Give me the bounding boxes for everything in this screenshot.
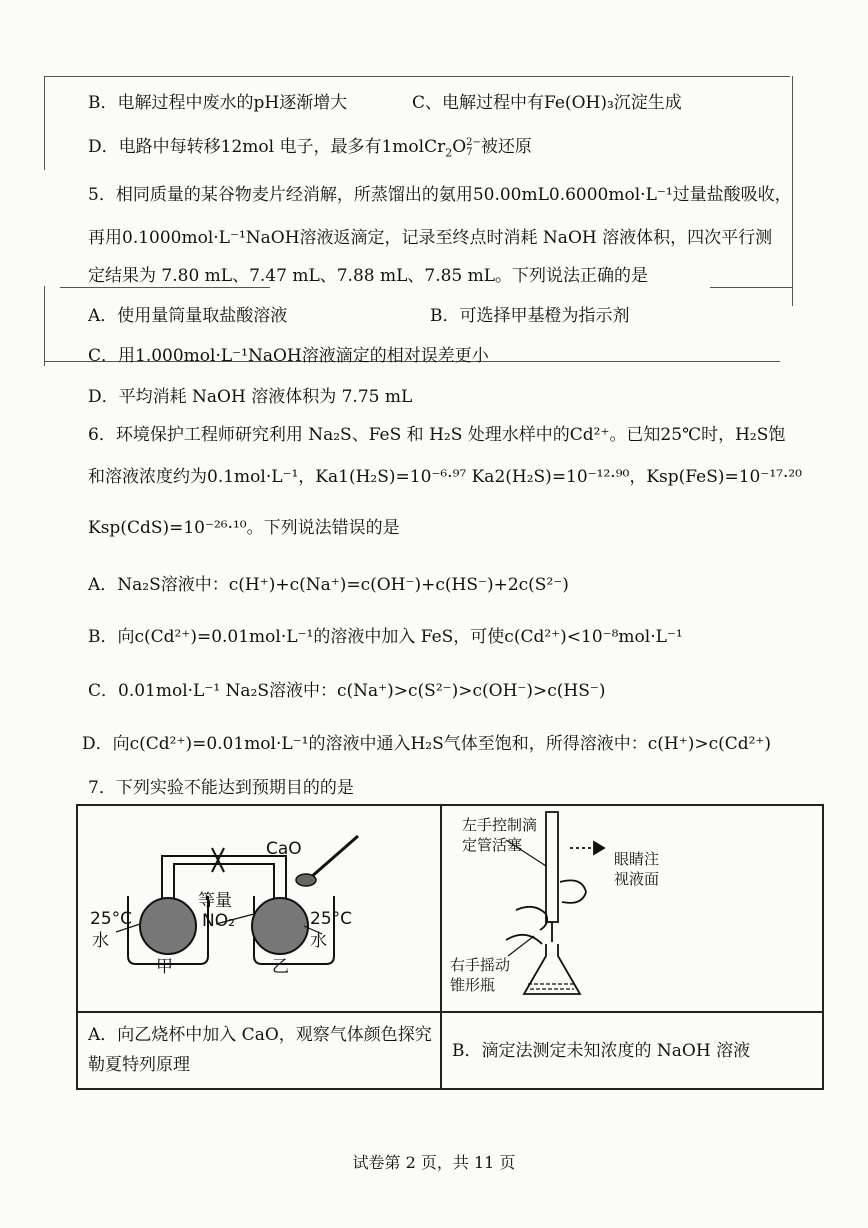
flask-jia — [140, 898, 196, 954]
label-right-hand-2: 锥形瓶 — [450, 976, 496, 994]
q4-option-d-tail: 被还原 — [480, 137, 532, 157]
q5-stem-line1: 5．相同质量的某谷物麦片经消解，所蒸馏出的氨用50.00mL0.6000mol·L⁻¹过量盐酸吸收， — [88, 185, 792, 205]
scan-rule — [44, 76, 790, 77]
flask-yi — [252, 898, 308, 954]
q5-stem-line2: 再用0.1000mol·L⁻¹NaOH溶液返滴定，记录至终点时消耗 NaOH 溶液体积，四次平行测 — [88, 228, 773, 248]
q6-option-d: D．向c(Cd²⁺)=0.01mol·L⁻¹的溶液中通入H₂S气体至饱和，所得溶液中：c(H⁺)>c(Cd²⁺) — [82, 734, 772, 754]
label-left-hand-1: 左手控制滴 — [462, 816, 538, 834]
scan-rule — [44, 76, 45, 170]
label-right-hand-1: 右手摇动 — [450, 956, 511, 974]
scan-rule — [792, 76, 793, 306]
q7-table — [76, 804, 824, 1090]
q7-cell-a-line2: 勒夏特列原理 — [88, 1055, 190, 1075]
q6-stem-line1: 6．环境保护工程师研究利用 Na₂S、FeS 和 H₂S 处理水样中的Cd²⁺。已知25℃时，H₂S饱 — [88, 425, 786, 445]
q4-option-c: C、电解过程中有Fe(OH)₃沉淀生成 — [412, 93, 682, 113]
label-equal: 等量 — [198, 891, 232, 911]
label-eye-2: 视液面 — [614, 870, 660, 888]
q5-option-d: D．平均消耗 NaOH 溶液体积为 7.75 mL — [88, 387, 413, 407]
q4-option-d: D．电路中每转移12mol 电子，最多有1molCr$_2$O 2− 7 被还原 — [88, 136, 532, 160]
label-water-right: 水 — [310, 931, 327, 951]
label-temp-left: 25°C — [90, 909, 133, 929]
table-divider-horizontal — [78, 1011, 822, 1013]
q7-cell-a-line1: A．向乙烧杯中加入 CaO，观察气体颜色探究 — [88, 1025, 432, 1045]
scan-rule — [60, 287, 270, 288]
q6-option-a: A．Na₂S溶液中：c(H⁺)+c(Na⁺)=c(OH⁻)+c(HS⁻)+2c(S²⁻) — [88, 575, 569, 595]
q5-stem-line3: 定结果为 7.80 mL、7.47 mL、7.88 mL、7.85 mL。下列说法正确的是 — [88, 266, 649, 286]
q7-stem: 7．下列实验不能达到预期目的的是 — [88, 778, 354, 798]
label-water-left: 水 — [92, 931, 109, 951]
q6-stem-line3: Ksp(CdS)=10⁻²⁶·¹⁰。下列说法错误的是 — [88, 518, 400, 538]
q7-cell-a — [88, 1020, 433, 1080]
label-temp-right: 25°C — [310, 909, 353, 929]
q5-option-b: B．可选择甲基橙为指示剂 — [430, 306, 630, 326]
q5-option-a: A．使用量筒量取盐酸溶液 — [88, 306, 288, 326]
q7-cell-b: B．滴定法测定未知浓度的 NaOH 溶液 — [452, 1041, 751, 1061]
q6-stem-line2: 和溶液浓度约为0.1mol·L⁻¹，Ka1(H₂S)=10⁻⁶·⁹⁷ Ka2(H₂S)=10⁻¹²·⁹⁰，Ksp(FeS)=10⁻¹⁷·²⁰ — [88, 467, 802, 487]
label-no2: NO₂ — [202, 911, 235, 931]
label-eye-1: 眼睛注 — [614, 850, 660, 868]
page-footer: 试卷第 2 页，共 11 页 — [352, 1153, 516, 1172]
label-yi: 乙 — [272, 957, 289, 977]
figure-a-no2-apparatus — [78, 806, 440, 1011]
label-cao: CaO — [266, 839, 302, 859]
scan-rule — [44, 286, 45, 366]
label-left-hand-2: 定管活塞 — [462, 836, 523, 854]
q5-option-c: C．用1.000mol·L⁻¹NaOH溶液滴定的相对误差更小 — [88, 346, 489, 366]
label-jia: 甲 — [156, 957, 173, 977]
scan-rule — [710, 287, 792, 288]
q4-option-d-text: D．电路中每转移12mol 电子，最多有1molCr — [88, 137, 446, 157]
q6-option-b: B．向c(Cd²⁺)=0.01mol·L⁻¹的溶液中加入 FeS，可使c(Cd²⁺)<10⁻⁸mol·L⁻¹ — [88, 627, 683, 647]
q4-option-b: B．电解过程中废水的pH逐渐增大 — [88, 93, 348, 113]
q6-option-c: C．0.01mol·L⁻¹ Na₂S溶液中：c(Na⁺)>c(S²⁻)>c(OH⁻)>c(HS⁻) — [88, 681, 606, 701]
